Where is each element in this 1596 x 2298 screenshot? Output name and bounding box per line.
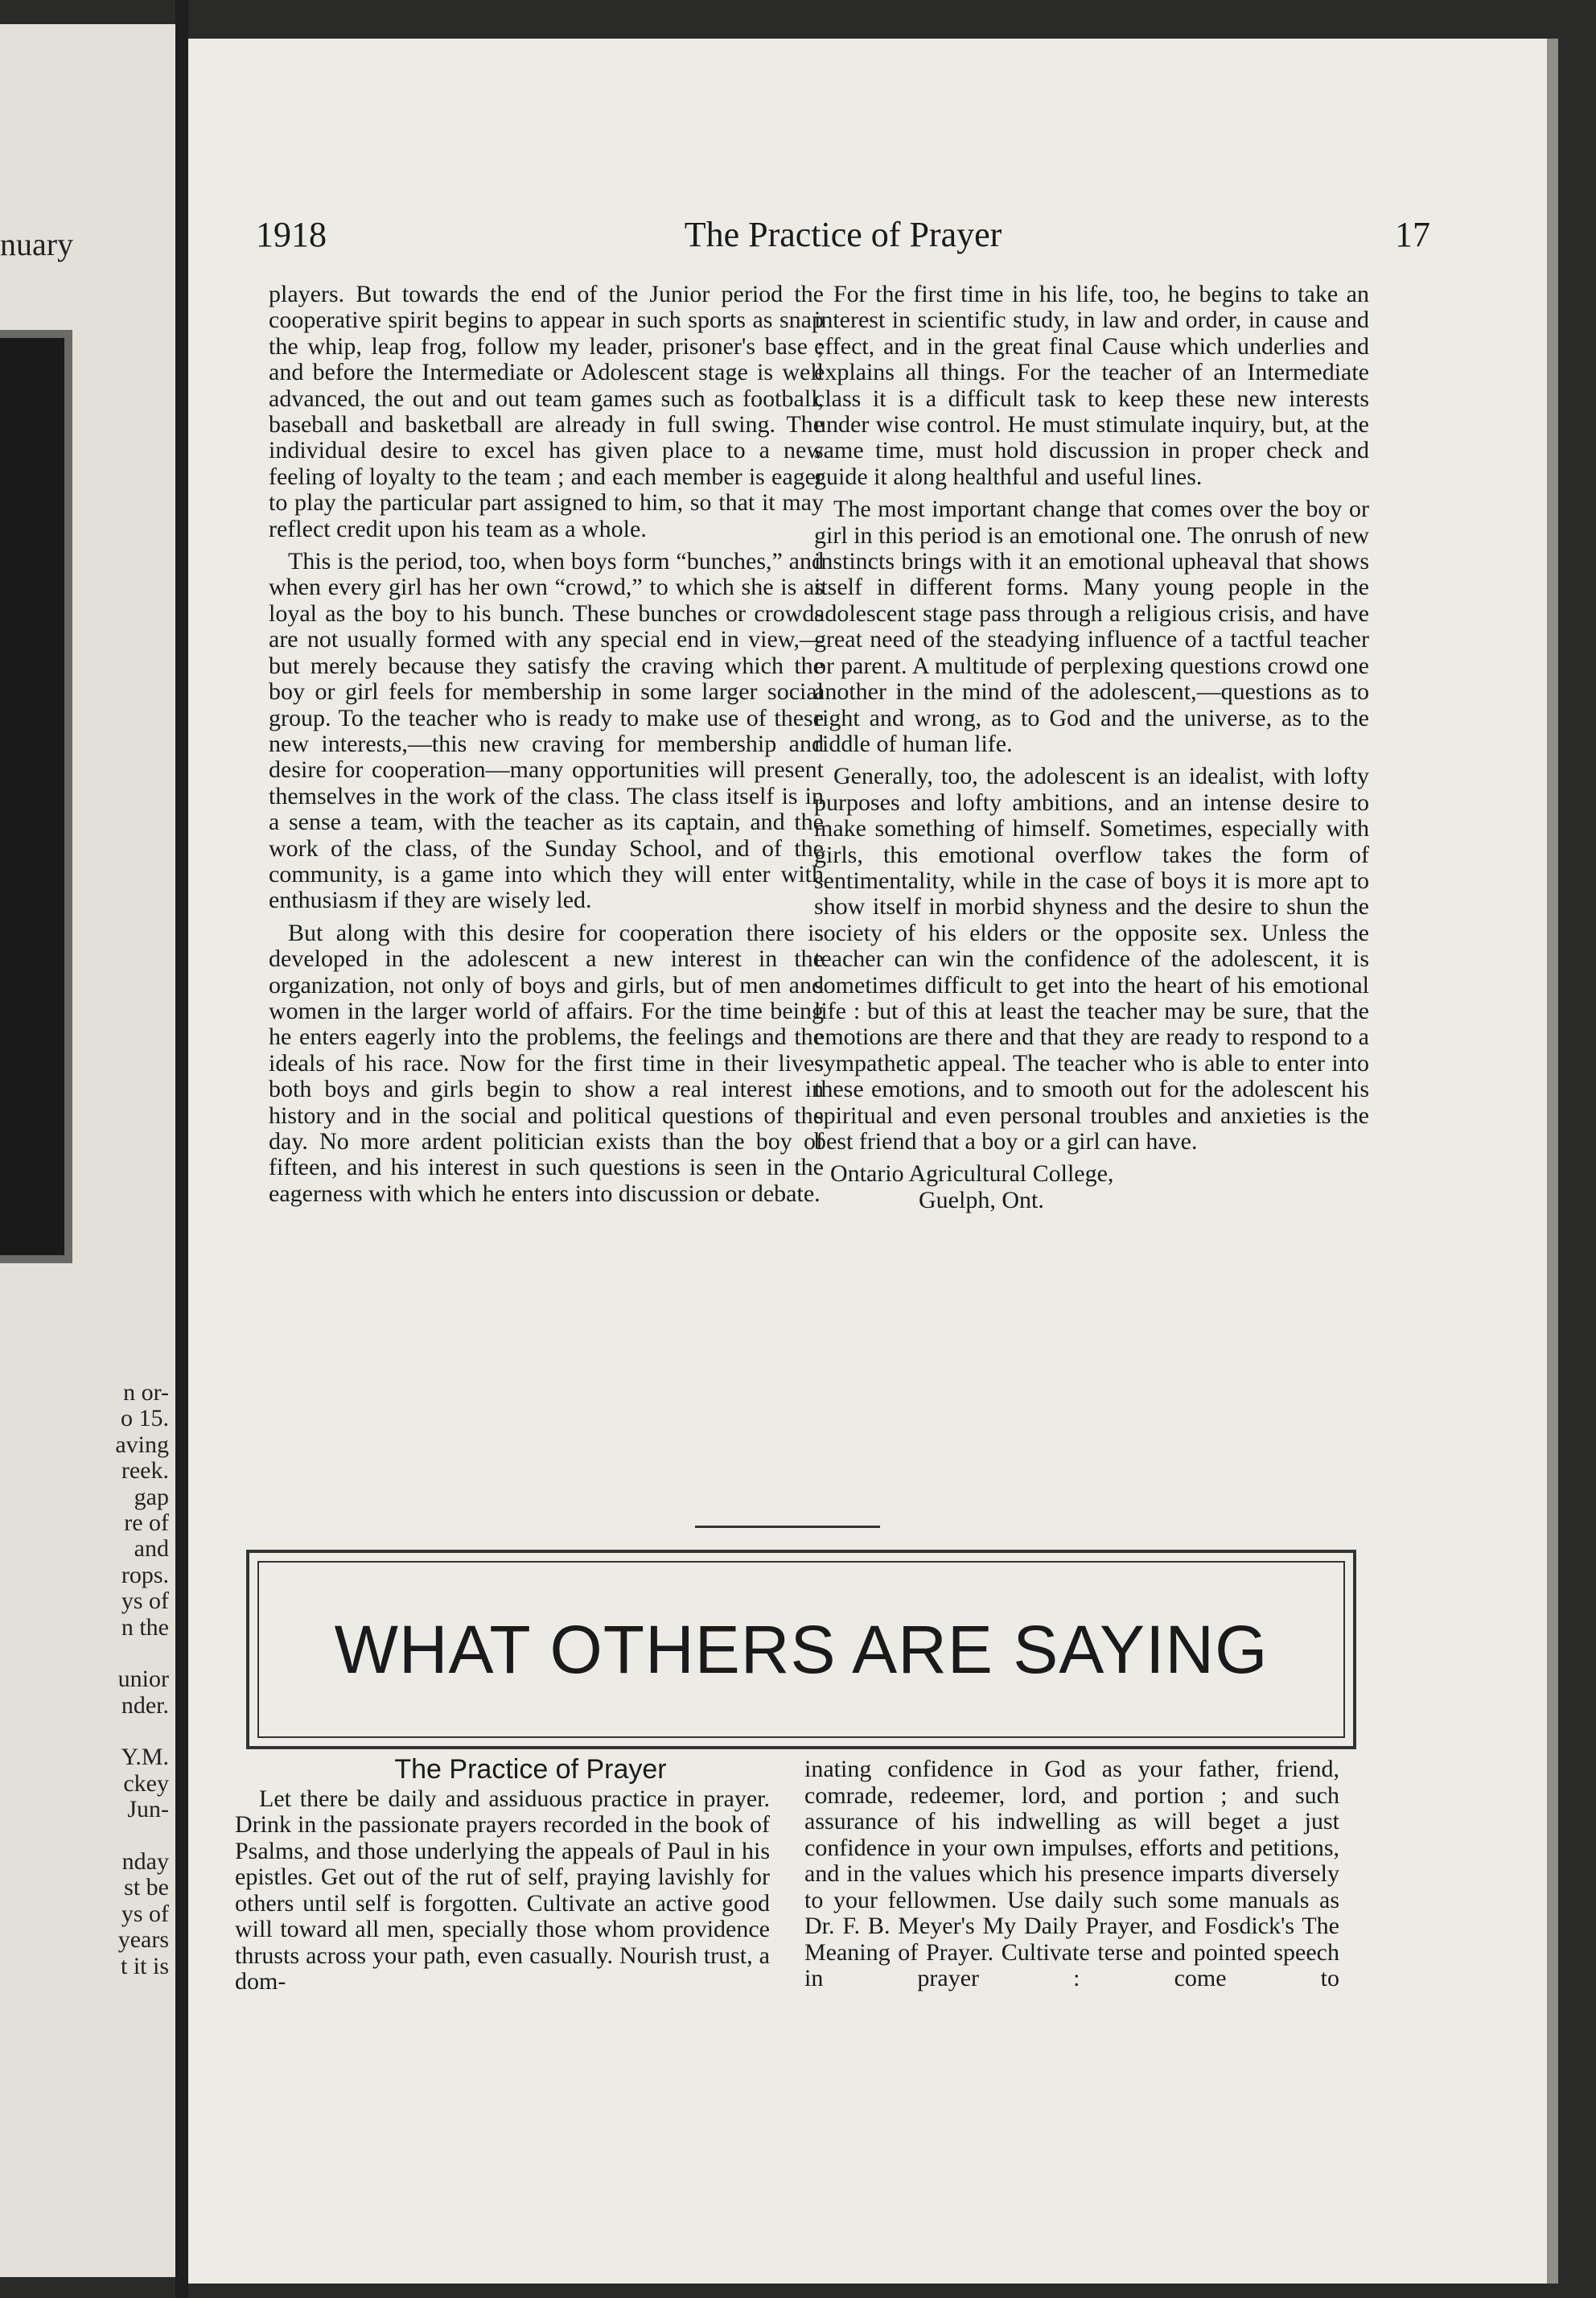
sub-article-column-2 [804, 1756, 1339, 1992]
facing-page-line: gap [134, 1483, 169, 1510]
section-rule [695, 1526, 880, 1528]
section-banner-inner [257, 1561, 1345, 1738]
facing-page-line: nday [121, 1848, 169, 1876]
paragraph: players. But towards the end of the Junior period the cooperative spirit begins to appear in such sports as snap the whip, leap frog, follow my leader, prisoner's base ; and before the Intermediate or Adolescent stage is well advanced, the out and out team games such as football, baseball and basketball are already in full swing. The individual desire to excel has given place to a new feeling of loyalty to the team ; and each member is eager to play the particular part assigned to him, so that it may reflect credit upon his team as a whole. [269, 281, 824, 542]
sub-article-title: The Practice of Prayer [394, 1754, 667, 1785]
page [188, 39, 1558, 2284]
facing-page-line: Y.M. [121, 1744, 169, 1771]
section-banner [246, 1550, 1356, 1749]
header-year: 1918 [256, 215, 327, 254]
signature-place: Guelph, Ont. [919, 1186, 1044, 1213]
facing-page-line: ckey [123, 1769, 169, 1797]
facing-page-line: rops. [121, 1561, 169, 1588]
facing-page-line: and [134, 1535, 169, 1563]
facing-page-line: ys of [121, 1900, 169, 1927]
paragraph: But along with this desire for cooperation there is developed in the adolescent a new interest in the organization, not only of boys and girls, but of men and women in the larger world of affairs. For the time being he enters eagerly into the problems, the feelings and the ideals of his race. Now for the first time in their lives both boys and girls begin to show a real interest in history and in the social and political questions of the day. No more ardent politician exists than the boy of fifteen, and his interest in such questions is seen in the eagerness with which he enters into discussion or debate. [269, 919, 824, 1207]
facing-page-line [8, 1719, 169, 1744]
facing-page-line: Jun- [127, 1796, 169, 1823]
sub-article-column-1 [235, 1756, 770, 1995]
facing-page [0, 24, 175, 2277]
facing-page-line [8, 1641, 169, 1666]
facing-page-line: aving [115, 1431, 169, 1458]
book-gutter [175, 0, 188, 2298]
page-number: 17 [1395, 215, 1430, 254]
section-banner-title: WHAT OTHERS ARE SAYING [334, 1611, 1269, 1687]
header-title: The Practice of Prayer [684, 215, 1002, 254]
running-head [256, 214, 1430, 262]
facing-page-line: n the [121, 1613, 169, 1641]
facing-page-line: re of [124, 1509, 169, 1536]
facing-page-line: years [117, 1926, 169, 1954]
facing-page-line: unior [117, 1666, 169, 1693]
paragraph: This is the period, too, when boys form “bunches,” and when every girl has her own “crowd,” to which she is as loyal as the boy to his bunch. These bunches or crowds are not usually formed with any special end in view,—but merely because they satisfy the craving which the boy or girl feels for membership in some larger social group. To the teacher who is ready to make use of these new interests,—this new craving for membership and desire for cooperation—many opportunities will present themselves in the work of the class. The class itself is in a sense a team, with the teacher as its captain, and the work of the class, of the Sunday School, and of the community, is a game into which they will enter with enthusiasm if they are wisely led. [269, 548, 824, 914]
facing-page-line: n or- [123, 1379, 169, 1406]
facing-page-line: o 15. [121, 1405, 169, 1432]
facing-page-line: nder. [121, 1691, 169, 1719]
facing-page-line: st be [124, 1874, 169, 1901]
article-column-1 [269, 282, 824, 1213]
paragraph: Generally, too, the adolescent is an idealist, with lofty purposes and lofty ambitions, and an intense desire to make something of himself. Sometimes, especially with girls, this emotional overflow takes the form of sentimentality, while in the case of boys it is more apt to show itself in morbid shyness and the desire to shun the society of his elders or the opposite sex. Unless the teacher can win the confidence of the adolescent, it is sometimes difficult to get into the heart of his emotional life : but of this at least the teacher may be sure, that the emotions are there and that they are ready to respond to a sympathetic appeal. The teacher who is able to enter into these emotions, and to smooth out for the adolescent his spiritual and even personal troubles and anxieties is the best friend that a boy or a girl can have. [814, 763, 1369, 1155]
signature-institution: Ontario Agricultural College, [830, 1160, 1114, 1188]
article-column-2 [814, 282, 1369, 1213]
facing-page-header: nuary [0, 226, 74, 262]
facing-page-line: reek. [121, 1457, 169, 1485]
paragraph: The most important change that comes over the boy or girl in this period is an emotional one. The onrush of new instincts brings with it an emotional upheaval that shows itself in different forms. Many young people in the adolescent stage pass through a religious crisis, and have great need of the steadying influence of a tactful teacher or parent. A multitude of perplexing questions crowd one another in the mind of the adolescent,—questions as to right and wrong, as to God and the universe, as to the riddle of human life. [814, 496, 1369, 757]
paragraph: For the first time in his life, too, he begins to take an interest in scientific study, in law and order, in cause and effect, and in the great final Cause which underlies and explains all things. For the teacher of an Intermediate class it is a difficult task to keep these new interests under wise control. He must stimulate inquiry, but, at the same time, must hold discussion in proper check and guide it along healthful and useful lines. [814, 281, 1369, 490]
sub-article-text-right: inating confidence in God as your father, friend, comrade, redeemer, lord, and portion ; and such assurance of his indwelling as will beget a just confidence in your own impulses, efforts and petitions, and in the values which his presence imparts diversely to your fellowmen. Use daily such some manuals as Dr. F. B. Meyer's My Daily Prayer, and Fosdick's The Meaning of Prayer. Cultivate terse and pointed speech in prayer : come to [804, 1756, 1339, 1991]
facing-page-line: t it is [120, 1952, 169, 1979]
sub-article-text-left: Let there be daily and assiduous practice in prayer. Drink in the passionate prayers recorded in the book of Psalms, and those underlying the appeals of Paul in his epistles. Get out of the rut of self, praying lavishly for others until self is forgotten. Cultivate an active good will toward all men, specially those whom providence thrusts across your path, even casually. Nourish trust, a dom- [235, 1785, 770, 1995]
page-edge [1547, 39, 1558, 2284]
facing-page-text [8, 1380, 169, 1979]
signature [814, 1161, 1369, 1213]
facing-page-photo [0, 330, 72, 1263]
facing-page-line [8, 1823, 169, 1849]
facing-page-line: ys of [121, 1588, 169, 1615]
